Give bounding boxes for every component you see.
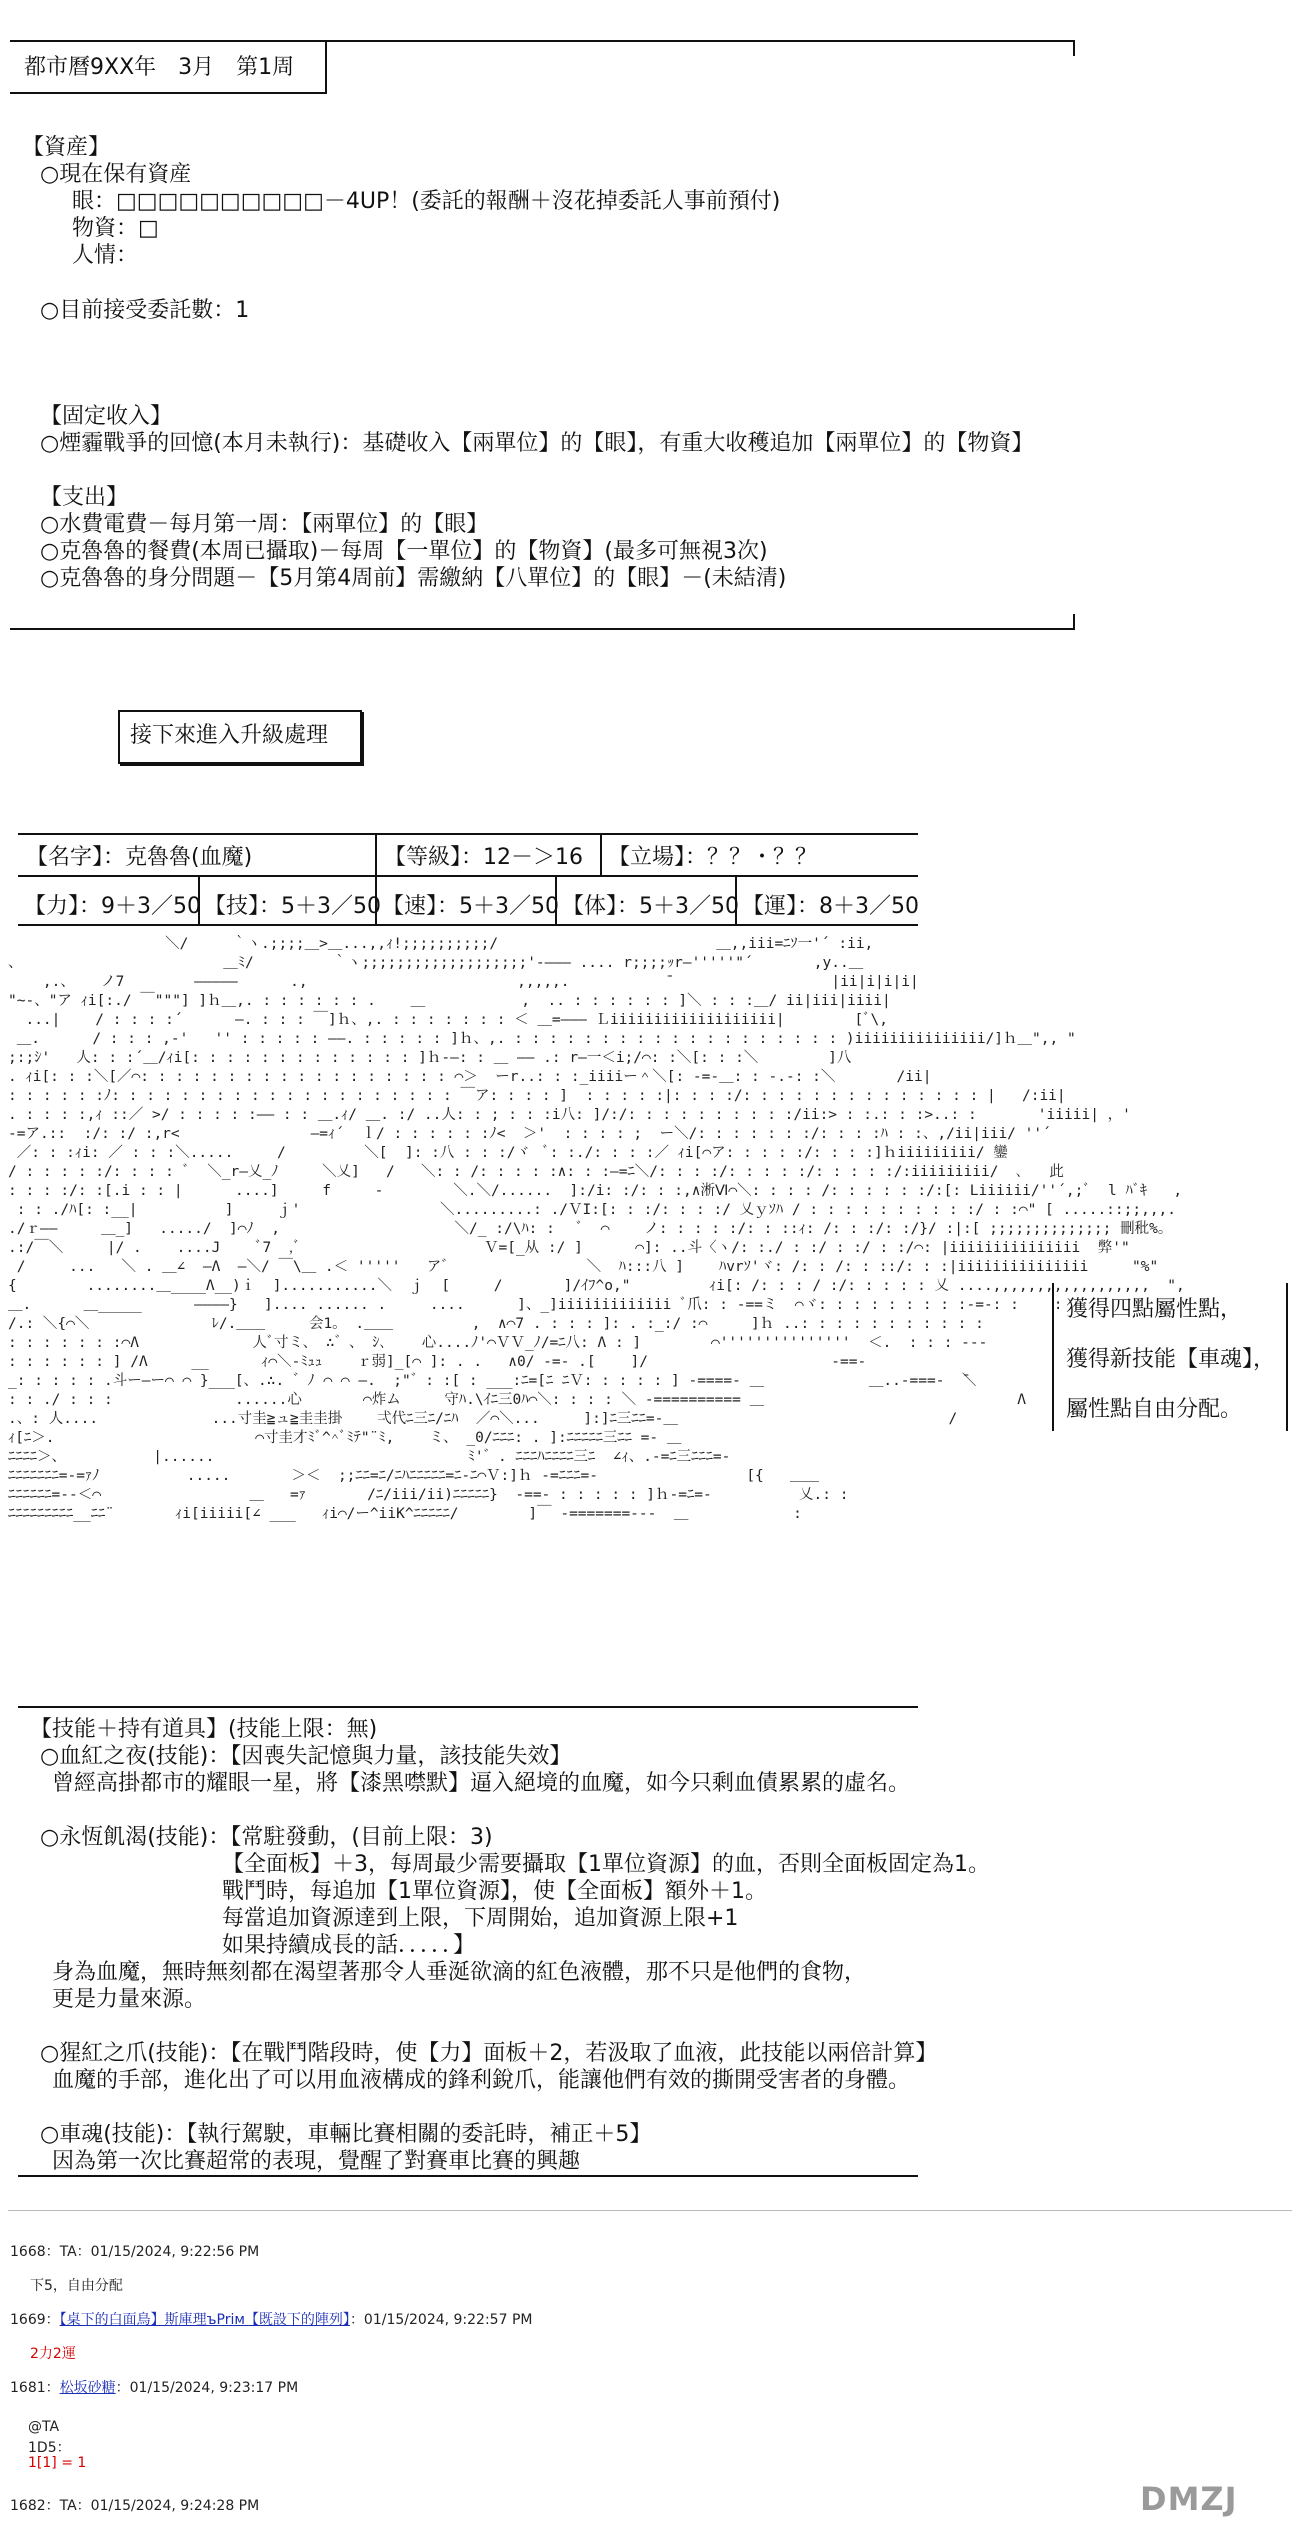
side-note-line2: 獲得新技能【車魂】， bbox=[1066, 1347, 1276, 1372]
skill4-desc: 因為第一次比賽超常的表現，覺醒了對賽車比賽的興趣 bbox=[52, 2149, 581, 2174]
income-title: 【固定收入】 bbox=[40, 404, 173, 429]
skill2-head: ○永恆飢渴(技能)：【常駐發動，(目前上限：3) bbox=[40, 1825, 493, 1850]
status-body: 【体】：5＋3／50 bbox=[562, 894, 739, 919]
skill1-desc: 曾經高掛都市的耀眼一星，將【漆黑噤默】逼入絕境的血魔，如今只剩血債累累的虛名。 bbox=[52, 1771, 911, 1796]
assets-favor: 人情： bbox=[72, 243, 139, 268]
ascii-art: ＼/ ｀ヽ.;;;;＿>＿...,,ｨ!;;;;;;;;;;/ ＿,,iii=ﾆｿ一'´ :ii, 、 ＿ﾐ/ ｀ヽ;;;;;;;;;;;;;;;;;;;'-――― .... r;;;;ｯr―'''''"´ ,y..＿ ,.、 ノ7 ――――― ., ,,,,,. ̄ |ii|i|i|i| "~-、"ア ｨi[:./ ￣"""] ]ｈ＿,. : : : : : : . ＿ , .. : : : : : : ]＼ : : :＿/ ii|iii|iiii| ...| / : : : :´ ―. : : : ￣]ｈ、,. : : : : : : : ＜ ＿=――― Ｌiiiiiiiiiiiiiiiiiii| [ﾞ\, ＿. / : : : ,-' '' : : : : : ――. : : : : : ]ｈ、,. : : : : : : : : : : : : : : : : : : : )iiiiiiiiiiiiiii/]ｈ＿",, " ;:;ｼ' 人: : :´＿/ｨi[: : : : : : : : : : : : : ]ｈ-―: : ＿ ―― .: r―一＜i;/⌒: :＼[: : :＼ ]八 . ｨi[: : :＼[／⌒: : : : : : : : : : : : : : : : : : ⌒＞ ーr..: : :_iiiiー＾＼[: -=-＿: : -.-: :＼ /ii| : : : : : :ﾉ: : : : : : : : : : : : : : : : : : : : ￣ア: : : : ] : : : : :|: : : :/: : : : : : : : : : : : : : | /:ii| . : : : :,ｨ ::／ >/ : : : : :―― : : ＿.ｨ/ ＿. :/ ..人: : ; : : :i八: ]/:/: : : : : : : : : :/ii:> : :.: : :>..: : 'iiiii| ，' -=ア.:: :/: :/ :,r< ―=ｨ´ ｌ/ : : : : : :ﾉ< ＞' : : : : ; ー＼/: : : : : : :/: : : :ﾊ : :、,/ii|iii/ ''´ ／: : :ｨi: ／ : : :＼..... / ＼[ ]: :八 : : :/ヾ ﾞ: :./: : : :／ ｨi[⌒ア: : : : :/: : : :]ｈiiiiiiiii/ 鑾 / : : : : :/: : : : ﾞ ＼_r―乂_ﾉ ＼乂] / ＼: : /: : : : :∧: : :―=ﾆ＼/: : : :/: : : : :/: : : : :/:iiiiiiiii/ ､ 此 : : : :/: :[.i : : | ....] f ‐ ＼.＼/...... ]:/i: :/: : :,∧淅Ⅵ⌒＼: : : : /: : : : : :/:[: Liiiiii/''´,;ﾞ l ﾊﾞｷ , : : ./ﾊ[: :__| ] ｊ' ＼.........: ./ＶI:[: : :/: : : :/ 乂ｙｿﾊ / : : : : : : : : : :/ : :⌒" [ .....::;;,,,. ./ｒ―― ＿_] ...../ ]⌒ﾉ , ＼/_ :/\ﾊ: : ﾞ ⌒ ノ: : : : :/: : ::ｨ: /: : :/: :/}/ :|:[ ;;;;;;;;;;;;;; 刪秕%。 .:/￣＼ |/ . ....J ﾞ7 ,ﾞ Ｖ=[_从 :/ ] ⌒]: ..斗〈ヽ/: :./ : :/ : :/ : :/⌒: |iiiiiiiiiiiiiii 弊'" / ... ＼ . ＿∠ ―Λ ―＼/ ￣\＿ .＜ ''''' ア゛ ＼ ﾊ:::八 ] ﾊvrｿ'ヾ: /: : /: : ::/: : :|iiiiiiiiiiiiiii "%" { ........＿____Λ__)ｉ ]...........＼ ｊ [ / ]/ｲﾌ^o," ｨi[: /: : : / :/: : : : : 乂 ....,,,,,,,,,,,,,,,,,, ", ＿. ＿_____ ――――} ].... ...... . .... ]、_]iiiiiiiiiiiii ﾞ爪: : -==ミ ⌒ヾ: : : : : : : : :-=-: : : /.: ＼{⌒＼ ﾚ/.＿＿ 会1。 .＿＿ , ∧⌒7 . : : : ]: . :_:/ :⌒ ]ｈ ..: : : : : : : : : : : : : : : : : :⌒Λ 人ﾞ寸ミ、 ∴゛、 ｼ､ 心....ﾉ'⌒ＶＶ_ﾉ/=ﾆ八: Λ : ] ⌒''''''''''''''' ＜. : : : --- : : : : : : ] /Λ __ ｨ⌒＼-ﾐｭｭ ｒ弱]_[⌒ ]: . . ∧0/ -=- .[ ]/ -==- _: : : : : .斗ー―ー⌒ ⌒ }___[、.∴. ゛ﾉ ⌒ ⌒ ―. ;"゛: :[ : ___:ﾆ=[ﾆ ﾆＶ: : : : : ] -====- ＿ ＿..-===- ̄＼ : : ./ : : : ......心 ⌒炸ム 守ﾊ.\ｲﾆ三0ﾊ⌒＼: : : : ＼ -========== ＿ Λ .、: 人.... ...寸圭≧ュ≧圭圭掛 弌代ﾆ三ﾆ/ﾆﾊ ／⌒＼... ]:]ﾆ三ﾆﾆ=-＿ / ｨ[ﾆ＞. ⌒寸圭才ﾐﾞ^^ﾞﾐﾃ"¨ﾐ, ミ、 _0/ﾆﾆﾆ: . ]:ﾆﾆﾆﾆﾆ三ﾆﾆ =- ＿ ﾆﾆﾆﾆ＞、 |...... ﾐ'゛. ﾆﾆﾆﾊﾆﾆﾆﾆ三ﾆ ∠ｨ、.-=ﾆ三ﾆﾆﾆ=- ﾆﾆﾆﾆﾆﾆﾆ=-=ｧﾉ ..... ＞＜ ;;ﾆﾆ=ﾆ/ﾆﾊﾆﾆﾆﾆﾆ=ﾆ-ﾆ⌒Ｖ:]ｈ -=ﾆﾆﾆ=- [{ ＿＿ ﾆﾆﾆﾆﾆﾆ=--＜⌒ ＿ =ｧ /ﾆ/iii/ii)ﾆﾆﾆﾆﾆ} -==- : : : : : ]ｈ-=ﾆ=- 乂.: : ﾆﾆﾆﾆﾆﾆﾆﾆﾆ__ﾆﾆ¨ ｨi[iiiii[∠ ___ ｨi⌒/ー^iiK^ﾆﾆﾆﾆﾆ/ ]￣ -=======--- ＿ : bbox=[8, 936, 1185, 1522]
status-spd: 【速】：5＋3／50 bbox=[382, 894, 559, 919]
post-1681-dice: 1D5： bbox=[28, 2440, 71, 2456]
skill2-desc2: 更是力量來源。 bbox=[52, 1987, 207, 2012]
assets-items: 物資：□ bbox=[72, 216, 159, 241]
post-1682-meta: 1682：TA：01/15/2024, 9:24:28 PM bbox=[10, 2498, 260, 2514]
income-line1: ○煙霾戰爭的回憶(本月未執行)：基礎收入【兩單位】的【眼】，有重大收穫追加【兩單位】的【物資】 bbox=[40, 431, 1034, 456]
post-1669-meta bbox=[10, 2309, 532, 2329]
upgrade-label: 接下來進入升級處理 bbox=[130, 723, 329, 748]
post-1681-mention: @TA bbox=[28, 2419, 60, 2435]
skill1-head: ○血紅之夜(技能)：【因喪失記憶與力量，該技能失效】 bbox=[40, 1744, 572, 1769]
post-1681-result: 1[1] = 1 bbox=[28, 2455, 87, 2471]
assets-bottom-rule-tick bbox=[1073, 614, 1075, 630]
status-bottom-rule bbox=[18, 924, 918, 926]
assets-current: ○現在保有資産 bbox=[40, 162, 192, 187]
skill4-head: ○車魂(技能)：【執行駕駛，車輛比賽相關的委託時，補正＋5】 bbox=[40, 2122, 652, 2147]
status-name: 【名字】：克魯魯(血魔) bbox=[26, 845, 253, 870]
skill3-head: ○猩紅之爪(技能)：【在戰鬥階段時，使【力】面板＋2，若汲取了血液，此技能以兩倍計算】 bbox=[40, 2041, 938, 2066]
post-1669-body: 2力2運 bbox=[30, 2346, 76, 2362]
skill2-desc1: 身為血魔，無時無刻都在渴望著那令人垂涎欲滴的紅色液體，那不只是他們的食物， bbox=[52, 1960, 867, 1985]
skill2-line2: 戰鬥時，每追加【1單位資源】，使【全面板】額外＋1。 bbox=[222, 1879, 767, 1904]
expense-line3: ○克魯魯的身分問題－【5月第4周前】需繳納【八單位】的【眼】－(未結清) bbox=[40, 566, 787, 591]
post-1681-author-link[interactable]: 松坂砂糖 bbox=[59, 2380, 116, 2396]
status-luck: 【運】：8＋3／50 bbox=[742, 894, 919, 919]
status-level: 【等級】：12－＞16 bbox=[384, 845, 583, 870]
expense-line1: ○水費電費－每月第一周：【兩單位】的【眼】 bbox=[40, 512, 489, 537]
status-div1 bbox=[375, 833, 377, 875]
skill2-line1: 【全面板】＋3，每周最少需要攝取【1單位資源】的血，否則全面板固定為1。 bbox=[222, 1852, 990, 1877]
header-rule-right-tick bbox=[1073, 40, 1075, 56]
skill3-desc: 血魔的手部，進化出了可以用血液構成的鋒利銳爪，能讓他們有效的撕開受害者的身體。 bbox=[52, 2068, 911, 2093]
assets-bottom-rule bbox=[10, 628, 1075, 630]
status-stance: 【立場】：？？・？？ bbox=[608, 845, 818, 870]
skills-title: 【技能＋持有道具】(技能上限：無) bbox=[30, 1717, 378, 1742]
watermark-logo: DMZJ bbox=[1140, 2480, 1238, 2518]
post-1669-author-link[interactable]: 【桌下的白面鳥】斯庫理ъPriм【既設下的陣列】 bbox=[59, 2312, 350, 2328]
post-1668-body: 下5，自由分配 bbox=[30, 2278, 123, 2294]
post-1681-num: 1681： bbox=[10, 2380, 60, 2396]
skill2-line4: 如果持續成長的話．．．．．】 bbox=[222, 1933, 476, 1958]
date-label: 都市曆9XX年 3月 第1周 bbox=[24, 55, 295, 80]
assets-commissions: ○目前接受委託數：1 bbox=[40, 298, 250, 323]
post-separator-1 bbox=[8, 2210, 1292, 2211]
post-1669-num: 1669： bbox=[10, 2312, 60, 2328]
post-1681-time: ：01/15/2024, 9:23:17 PM bbox=[115, 2380, 299, 2396]
skills-top-rule bbox=[18, 1706, 918, 1708]
expense-line2: ○克魯魯的餐費(本周已攝取)－每周【一單位】的【物資】(最多可無視3次) bbox=[40, 539, 768, 564]
skills-bottom-rule bbox=[18, 2175, 918, 2177]
status-div2 bbox=[600, 833, 602, 875]
expense-title: 【支出】 bbox=[40, 485, 129, 510]
side-note-line1: 獲得四點屬性點， bbox=[1066, 1297, 1243, 1322]
skill2-line3: 每當追加資源達到上限，下周開始，追加資源上限+1 bbox=[222, 1906, 739, 1931]
assets-eye: 眼：□□□□□□□□□□－4UP！(委託的報酬＋沒花掉委託人事前預付) bbox=[72, 189, 781, 214]
assets-title: 【資産】 bbox=[22, 135, 111, 160]
side-note-line3: 屬性點自由分配。 bbox=[1066, 1397, 1243, 1422]
status-tech: 【技】：5＋3／50 bbox=[204, 894, 381, 919]
status-mid-rule bbox=[18, 875, 918, 877]
status-str: 【力】：9＋3／50 bbox=[24, 894, 201, 919]
status-top-rule bbox=[18, 833, 918, 835]
post-1681-meta bbox=[10, 2377, 298, 2397]
post-1669-time: ：01/15/2024, 9:22:57 PM bbox=[349, 2312, 533, 2328]
post-1668-meta: 1668：TA：01/15/2024, 9:22:56 PM bbox=[10, 2244, 260, 2260]
